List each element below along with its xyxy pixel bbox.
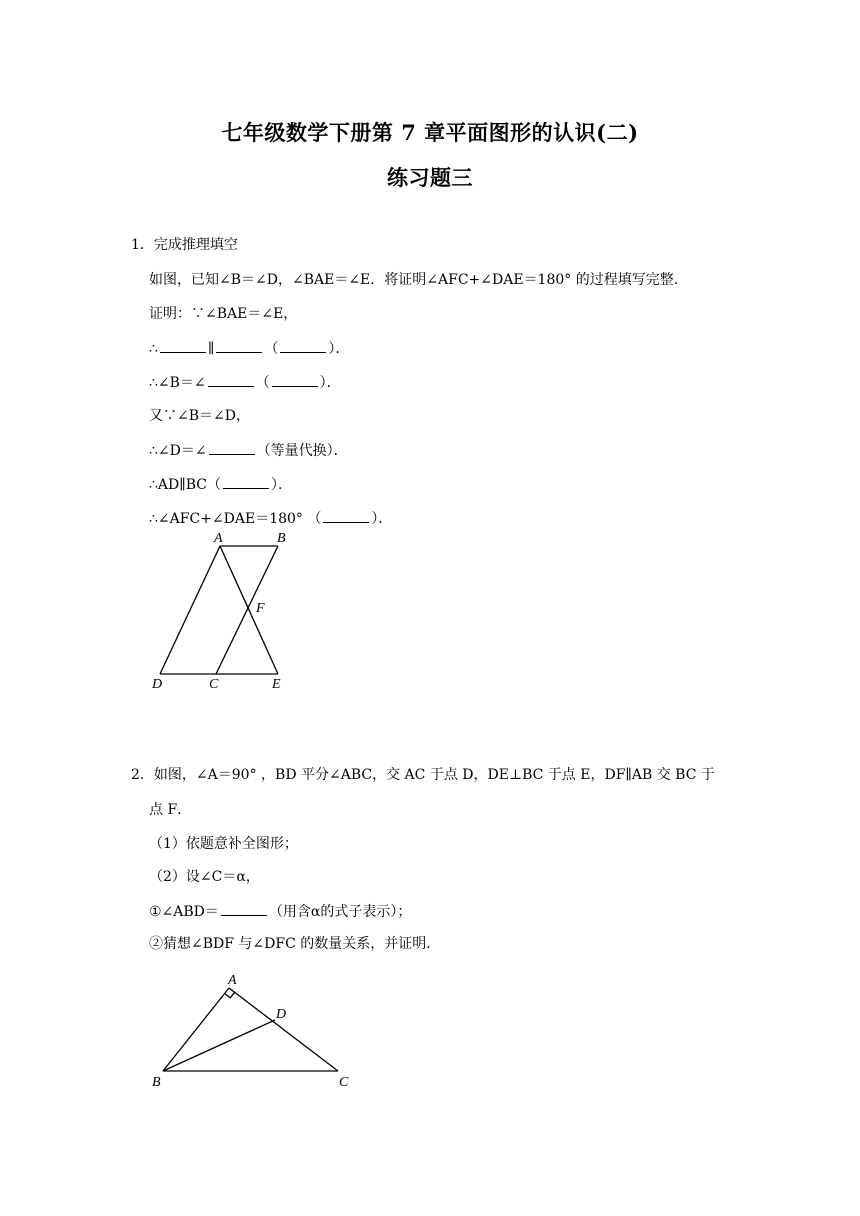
q2-sub-1 [149, 901, 411, 922]
label-c: C [209, 677, 219, 692]
q1-given: 如图，已知∠B＝∠D，∠BAE＝∠E．将证明∠AFC+∠DAE＝180° 的过程填写完整． [149, 272, 688, 288]
segment-bd [163, 1020, 275, 1071]
q1-step-5-prefix: ∴AD∥BC（ [149, 477, 221, 493]
q2-line-1 [131, 765, 715, 785]
q2-number: 2． [131, 767, 154, 783]
right-angle-mark [225, 992, 235, 998]
q1-step-1-prefix: ∴ [149, 341, 158, 357]
q2-figure [145, 968, 360, 1090]
q1-blank-1[interactable] [160, 338, 206, 353]
label-b: B [277, 531, 286, 546]
label-b: B [152, 1075, 161, 1090]
q1-step-2 [149, 372, 341, 393]
q1-blank-5[interactable] [272, 372, 318, 387]
q1-number: 1． [131, 237, 154, 253]
q1-step-4-prefix: ∴∠D＝∠ [149, 443, 207, 459]
q1-blank-7[interactable] [223, 474, 269, 489]
q1-paren-close: ）． [319, 375, 341, 391]
page-subtitle: 练习题三 [387, 165, 473, 190]
q2-sub-2: ②猜想∠BDF 与∠DFC 的数量关系，并证明． [149, 936, 441, 952]
q2-part-2: （2）设∠C＝α， [149, 869, 260, 885]
label-d: D [152, 677, 163, 692]
label-f: F [256, 601, 265, 616]
q2-sub-1-prefix: ①∠ABD＝ [149, 904, 219, 920]
q1-blank-4[interactable] [208, 372, 254, 387]
q1-paren-close: ）． [371, 511, 393, 527]
q1-step-2-prefix: ∴∠B＝∠ [149, 375, 206, 391]
q1-heading: 完成推理填空 [153, 237, 238, 253]
q1-step-4 [149, 440, 348, 461]
label-a: A [214, 531, 223, 546]
q1-figure [140, 528, 310, 693]
q2-part-1: （1）依题意补全图形； [149, 836, 298, 852]
q1-step-3: 又∵∠B＝∠D， [149, 408, 250, 424]
page-title: 七年级数学下册第 7 章平面图形的认识(二) [221, 120, 639, 145]
q1-step-6 [149, 508, 392, 529]
q2-blank-1[interactable] [221, 901, 267, 916]
q1-step-5 [149, 474, 292, 495]
q1-paren-close: ）． [328, 341, 350, 357]
q1-proof-start: 证明：∵∠BAE＝∠E， [149, 306, 298, 322]
q2-statement: 如图，∠A＝90° ，BD 平分∠ABC，交 AC 于点 D，DE⊥BC 于点 E，DF∥AB 交 BC 于 [153, 767, 715, 783]
q1-step-4-reason: （等量代换）． [256, 443, 348, 459]
label-d: D [276, 1007, 287, 1022]
segment-ab [163, 988, 229, 1071]
q1-paren-close: ）． [270, 477, 292, 493]
q2-sub-1-hint: （用含α的式子表示）； [268, 904, 412, 920]
q1-parallel-symbol: ∥ [207, 341, 215, 357]
label-c: C [339, 1075, 349, 1090]
q1-step-1 [149, 338, 349, 359]
q1-blank-8[interactable] [323, 508, 369, 523]
q1-paren-open: （ [255, 375, 270, 391]
label-e: E [272, 677, 281, 692]
q1-blank-3[interactable] [280, 338, 326, 353]
q1-blank-2[interactable] [216, 338, 262, 353]
q2-line-2: 点 F． [149, 802, 192, 818]
segment-ac [229, 988, 338, 1071]
q1-header [131, 235, 238, 255]
q1-step-6-prefix: ∴∠AFC+∠DAE＝180° （ [149, 511, 322, 527]
q1-paren-open: （ [264, 341, 279, 357]
q1-blank-6[interactable] [209, 440, 255, 455]
label-a: A [228, 973, 237, 988]
segment-ad [160, 546, 220, 674]
